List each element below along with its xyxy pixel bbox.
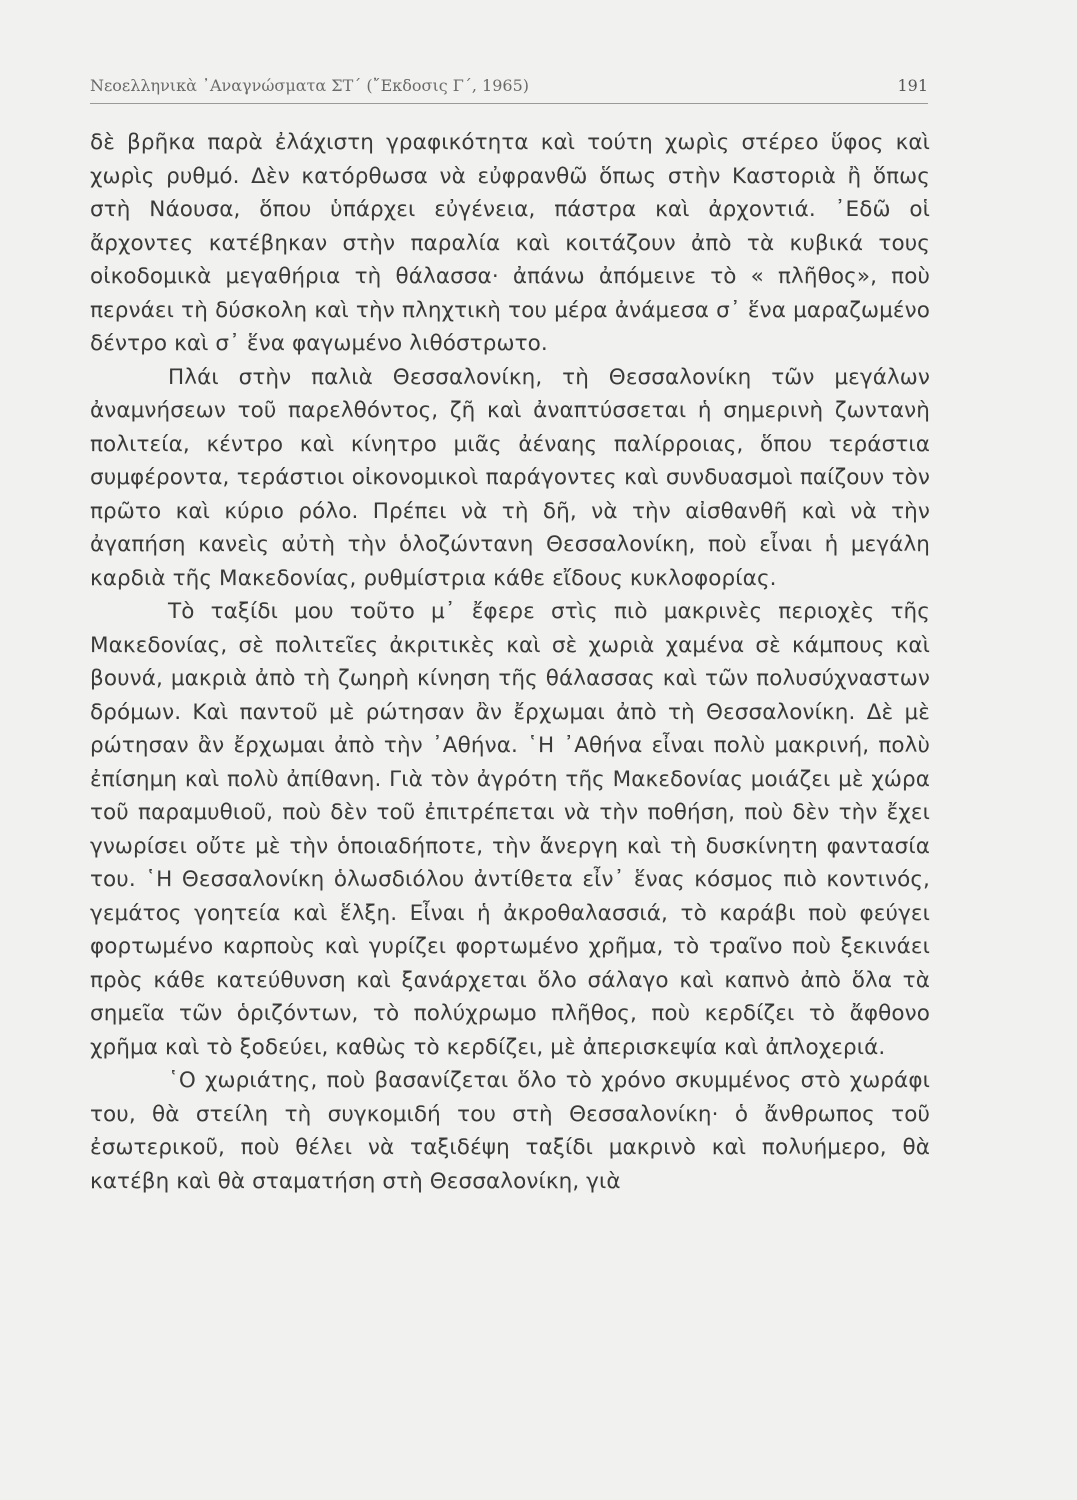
page-number: 191 (897, 76, 928, 95)
running-title: Νεοελληνικὰ ᾿Αναγνώσματα ΣΤ΄ (῎Εκδοσις Γ΄, 1965) (90, 76, 529, 95)
paragraph-4: ῾Ο χωριάτης, ποὺ βασανίζεται ὅλο τὸ χρόνο σκυμμένος στὸ χωράφι του, θὰ στείλη τὴ συγκομιδή του στὴ Θεσσαλονίκη· ὁ ἄνθρωπος τοῦ ἐσωτερικοῦ, ποὺ θέλει νὰ ταξιδέψη ταξίδι μακρινὸ καὶ πολυήμερο, θὰ κατέβη καὶ θὰ σταματήση στὴ Θεσσαλονίκη, γιὰ (90, 1068, 930, 1194)
paragraph-3: Τὸ ταξίδι μου τοῦτο μ᾿ ἔφερε στὶς πιὸ μακρινὲς περιοχὲς τῆς Μακεδονίας, σὲ πολιτεῖες ἀκριτικὲς καὶ σὲ χωριὰ χαμένα σὲ κάμπους καὶ βουνά, μακριὰ ἀπὸ τὴ ζωηρὴ κίνηση τῆς θάλασσας καὶ τῶν πολυσύχναστων δρόμων. Καὶ παντοῦ μὲ ρώτησαν ἂν ἔρχωμαι ἀπὸ τὴ Θεσσαλονίκη. Δὲ μὲ ρώτησαν ἂν ἔρχωμαι ἀπὸ τὴν ᾿Αθήνα. ῾Η ᾿Αθήνα εἶναι πολὺ μακρινή, πολὺ ἐπίσημη καὶ πολὺ ἀπίθανη. Γιὰ τὸν ἀγρότη τῆς Μακεδονίας μοιάζει μὲ χώρα τοῦ παραμυθιοῦ, ποὺ δὲν τοῦ ἐπιτρέπεται νὰ τὴν ποθήση, ποὺ δὲν τὴν ἔχει γνωρίσει οὔτε μὲ τὴν ὁποιαδήποτε, τὴν ἄνεργη καὶ τὴ δυσκίνητη φαντασία του. ῾Η Θεσσαλονίκη ὁλωσδιόλου ἀντίθετα εἶν᾿ ἕνας κόσμος πιὸ κοντινός, γεμάτος γοητεία καὶ ἕλξη. Εἶναι ἡ ἀκροθαλασσιά, τὸ καράβι ποὺ φεύγει φορτωμένο καρποὺς καὶ γυρίζει φορτωμένο χρῆμα, τὸ τραῖνο ποὺ ξεκινάει πρὸς κάθε κατεύθυνση καὶ ξανάρχεται ὅλο σάλαγο καὶ καπνὸ ἀπὸ ὅλα τὰ σημεῖα τῶν ὁριζόντων, τὸ πολύχρωμο πλῆθος, ποὺ κερδίζει τὸ ἄφθονο χρῆμα καὶ τὸ ξοδεύει, καθὼς τὸ κερδίζει, μὲ ἀπερισκεψία καὶ ἀπλοχεριά. (90, 599, 930, 1060)
body-text (90, 126, 930, 1198)
running-header (90, 76, 928, 104)
paragraph-1: δὲ βρῆκα παρὰ ἐλάχιστη γραφικότητα καὶ τούτη χωρὶς στέρεο ὕφος καὶ χωρὶς ρυθμό. Δὲν κατόρθωσα νὰ εὐφρανθῶ ὅπως στὴν Καστοριὰ ἢ ὅπως στὴ Νάουσα, ὅπου ὑπάρχει εὐγένεια, πάστρα καὶ ἀρχοντιά. ᾿Εδῶ οἱ ἄρχοντες κατέβηκαν στὴν παραλία καὶ κοιτάζουν ἀπὸ τὰ κυβικά τους οἰκοδομικὰ μεγαθήρια τὴ θάλασσα· ἀπάνω ἀπόμεινε τὸ « πλῆθος», ποὺ περνάει τὴ δύσκολη καὶ τὴν πληχτικὴ του μέρα ἀνάμεσα σ᾿ ἕνα μαραζωμένο δέντρο καὶ σ᾿ ἕνα φαγωμένο λιθόστρωτο. (90, 130, 930, 356)
paragraph-2: Πλάι στὴν παλιὰ Θεσσαλονίκη, τὴ Θεσσαλονίκη τῶν μεγάλων ἀναμνήσεων τοῦ παρελθόντος, ζῆ καὶ ἀναπτύσσεται ἡ σημερινὴ ζωντανὴ πολιτεία, κέντρο καὶ κίνητρο μιᾶς ἀέναης παλίρροιας, ὅπου τεράστια συμφέροντα, τεράστιοι οἰκονομικοὶ παράγοντες καὶ συνδυασμοὶ παίζουν τὸν πρῶτο καὶ κύριο ρόλο. Πρέπει νὰ τὴ δῆ, νὰ τὴν αἰσθανθῆ καὶ νὰ τὴν ἀγαπήση κανεὶς αὐτὴ τὴν ὁλοζώντανη Θεσσαλονίκη, ποὺ εἶναι ἡ μεγάλη καρδιὰ τῆς Μακεδονίας, ρυθμίστρια κάθε εἴδους κυκλοφορίας. (90, 364, 930, 591)
